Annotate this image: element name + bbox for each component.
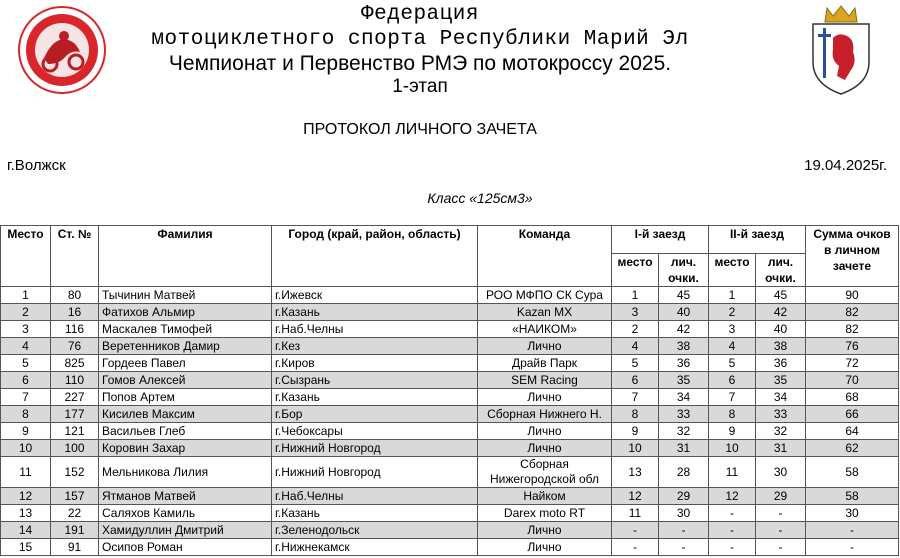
row-place: 6 xyxy=(1,372,51,389)
row-place: 15 xyxy=(1,539,51,556)
table-row xyxy=(1,505,899,522)
row-race2-points: - xyxy=(756,522,806,539)
row-start-number: 110 xyxy=(51,372,99,389)
header-start-number: Ст. № xyxy=(51,226,99,287)
row-city: г.Наб.Челны xyxy=(272,488,478,505)
row-race2-place: - xyxy=(709,505,756,522)
row-city: г.Кез xyxy=(272,338,478,355)
row-surname: Коровин Захар xyxy=(99,440,272,457)
row-race1-points: 31 xyxy=(659,440,709,457)
row-race2-points: 40 xyxy=(756,321,806,338)
row-race2-points: 38 xyxy=(756,338,806,355)
table-row xyxy=(1,423,899,440)
row-sum: 90 xyxy=(806,287,899,304)
row-race2-points: 30 xyxy=(756,457,806,488)
row-sum: 82 xyxy=(806,304,899,321)
table-row xyxy=(1,539,899,556)
row-place: 14 xyxy=(1,522,51,539)
row-sum: 72 xyxy=(806,355,899,372)
row-sum: 58 xyxy=(806,488,899,505)
row-race2-place: 8 xyxy=(709,406,756,423)
row-surname: Мельникова Лилия xyxy=(99,457,272,488)
row-race2-points: 45 xyxy=(756,287,806,304)
row-start-number: 121 xyxy=(51,423,99,440)
header-race2: II-й заезд xyxy=(709,226,806,254)
row-surname: Гомов Алексей xyxy=(99,372,272,389)
table-row xyxy=(1,287,899,304)
row-team: Сборная Нижнего Н. xyxy=(478,406,612,423)
federation-title-line2: мотоциклетного спорта Республики Марий Эл xyxy=(151,28,689,51)
federation-title-line1: Федерация xyxy=(361,3,479,26)
row-city: г.Казань xyxy=(272,304,478,321)
header-sum: Сумма очков в личном зачете xyxy=(806,226,899,287)
header-surname: Фамилия xyxy=(99,226,272,287)
row-race1-place: 4 xyxy=(612,338,659,355)
row-place: 4 xyxy=(1,338,51,355)
table-row xyxy=(1,304,899,321)
row-place: 10 xyxy=(1,440,51,457)
table-row xyxy=(1,372,899,389)
row-team: «НАИКОМ» xyxy=(478,321,612,338)
row-surname: Фатихов Альмир xyxy=(99,304,272,321)
results-table xyxy=(0,225,899,556)
row-team: Darex moto RT xyxy=(478,505,612,522)
event-city: г.Волжск xyxy=(7,157,66,174)
row-race1-points: 36 xyxy=(659,355,709,372)
row-sum: - xyxy=(806,522,899,539)
row-place: 8 xyxy=(1,406,51,423)
row-race1-place: 11 xyxy=(612,505,659,522)
row-start-number: 152 xyxy=(51,457,99,488)
row-start-number: 16 xyxy=(51,304,99,321)
row-sum: 82 xyxy=(806,321,899,338)
row-race1-place: 1 xyxy=(612,287,659,304)
row-race1-place: 3 xyxy=(612,304,659,321)
row-race2-points: 42 xyxy=(756,304,806,321)
row-sum: 58 xyxy=(806,457,899,488)
table-row xyxy=(1,440,899,457)
row-sum: 30 xyxy=(806,505,899,522)
row-race1-points: 40 xyxy=(659,304,709,321)
row-race2-place: - xyxy=(709,539,756,556)
row-start-number: 22 xyxy=(51,505,99,522)
row-race1-points: 32 xyxy=(659,423,709,440)
row-race2-points: 35 xyxy=(756,372,806,389)
row-race2-points: - xyxy=(756,505,806,522)
protocol-title: ПРОТОКОЛ ЛИЧНОГО ЗАЧЕТА xyxy=(303,121,537,138)
row-start-number: 80 xyxy=(51,287,99,304)
row-surname: Кисилев Максим xyxy=(99,406,272,423)
row-race1-place: 10 xyxy=(612,440,659,457)
row-race2-points: 33 xyxy=(756,406,806,423)
row-race2-place: 2 xyxy=(709,304,756,321)
row-team: SEM Racing xyxy=(478,372,612,389)
row-team: Драйв Парк xyxy=(478,355,612,372)
row-race1-points: - xyxy=(659,539,709,556)
row-race2-points: 32 xyxy=(756,423,806,440)
row-team: Найком xyxy=(478,488,612,505)
championship-title: Чемпионат и Первенство РМЭ по мотокроссу 2025. xyxy=(168,52,672,75)
row-city: г.Нижнекамск xyxy=(272,539,478,556)
row-race2-points: 31 xyxy=(756,440,806,457)
row-race1-points: 35 xyxy=(659,372,709,389)
row-race1-points: 33 xyxy=(659,406,709,423)
row-city: г.Нижний Новгород xyxy=(272,440,478,457)
row-race2-points: - xyxy=(756,539,806,556)
event-date: 19.04.2025г. xyxy=(804,157,887,174)
row-surname: Васильев Глеб xyxy=(99,423,272,440)
row-start-number: 227 xyxy=(51,389,99,406)
row-race1-place: 8 xyxy=(612,406,659,423)
header-race1: I-й заезд xyxy=(612,226,709,254)
row-place: 5 xyxy=(1,355,51,372)
row-city: г.Зеленодольск xyxy=(272,522,478,539)
stage-label: 1-этап xyxy=(392,76,448,97)
row-city: г.Наб.Челны xyxy=(272,321,478,338)
row-race2-place: 5 xyxy=(709,355,756,372)
row-city: г.Чебоксары xyxy=(272,423,478,440)
row-start-number: 100 xyxy=(51,440,99,457)
row-surname: Веретенников Дамир xyxy=(99,338,272,355)
table-row xyxy=(1,488,899,505)
row-surname: Маскалев Тимофей xyxy=(99,321,272,338)
row-race1-place: 2 xyxy=(612,321,659,338)
row-city: г.Нижний Новгород xyxy=(272,457,478,488)
row-race1-place: 7 xyxy=(612,389,659,406)
row-place: 13 xyxy=(1,505,51,522)
row-race2-place: - xyxy=(709,522,756,539)
row-sum: 62 xyxy=(806,440,899,457)
row-sum: - xyxy=(806,539,899,556)
row-start-number: 177 xyxy=(51,406,99,423)
row-team: РОО МФПО СК Сура xyxy=(478,287,612,304)
row-surname: Осипов Роман xyxy=(99,539,272,556)
row-sum: 76 xyxy=(806,338,899,355)
row-race1-place: 12 xyxy=(612,488,659,505)
class-label: Класс «125см3» xyxy=(427,190,533,206)
row-team: Лично xyxy=(478,440,612,457)
header-team: Команда xyxy=(478,226,612,287)
row-surname: Гордеев Павел xyxy=(99,355,272,372)
table-row xyxy=(1,389,899,406)
row-race2-place: 11 xyxy=(709,457,756,488)
row-city: г.Сызрань xyxy=(272,372,478,389)
row-place: 11 xyxy=(1,457,51,488)
header-city: Город (край, район, область) xyxy=(272,226,478,287)
row-sum: 64 xyxy=(806,423,899,440)
row-city: г.Казань xyxy=(272,505,478,522)
row-city: г.Бор xyxy=(272,406,478,423)
row-start-number: 91 xyxy=(51,539,99,556)
row-race1-points: 30 xyxy=(659,505,709,522)
row-race2-place: 3 xyxy=(709,321,756,338)
row-start-number: 825 xyxy=(51,355,99,372)
row-sum: 66 xyxy=(806,406,899,423)
header-race1-points: лич. очки. xyxy=(659,254,709,287)
row-race1-points: 34 xyxy=(659,389,709,406)
row-race1-place: 6 xyxy=(612,372,659,389)
row-place: 9 xyxy=(1,423,51,440)
table-row xyxy=(1,355,899,372)
row-city: г.Казань xyxy=(272,389,478,406)
table-row xyxy=(1,338,899,355)
row-surname: Тычинин Матвей xyxy=(99,287,272,304)
row-race1-place: - xyxy=(612,539,659,556)
row-start-number: 76 xyxy=(51,338,99,355)
row-race1-points: 28 xyxy=(659,457,709,488)
row-race2-place: 12 xyxy=(709,488,756,505)
row-surname: Саляхов Камиль xyxy=(99,505,272,522)
header-place: Место xyxy=(1,226,51,287)
row-place: 2 xyxy=(1,304,51,321)
row-sum: 68 xyxy=(806,389,899,406)
row-place: 12 xyxy=(1,488,51,505)
row-race1-place: 5 xyxy=(612,355,659,372)
table-row xyxy=(1,321,899,338)
row-race1-points: 29 xyxy=(659,488,709,505)
row-race2-place: 4 xyxy=(709,338,756,355)
row-start-number: 191 xyxy=(51,522,99,539)
row-surname: Попов Артем xyxy=(99,389,272,406)
row-city: г.Ижевск xyxy=(272,287,478,304)
table-row xyxy=(1,457,899,488)
row-team: Kazan MX xyxy=(478,304,612,321)
row-start-number: 157 xyxy=(51,488,99,505)
header-race1-place: место xyxy=(612,254,659,287)
row-race1-points: - xyxy=(659,522,709,539)
row-team: Сборная Нижегородской обл xyxy=(478,457,612,488)
row-race1-place: 9 xyxy=(612,423,659,440)
row-race2-points: 34 xyxy=(756,389,806,406)
row-surname: Ятманов Матвей xyxy=(99,488,272,505)
row-race1-points: 38 xyxy=(659,338,709,355)
row-race2-points: 29 xyxy=(756,488,806,505)
row-team: Лично xyxy=(478,522,612,539)
row-team: Лично xyxy=(478,389,612,406)
table-row xyxy=(1,522,899,539)
row-team: Лично xyxy=(478,423,612,440)
header-race2-points: лич. очки. xyxy=(756,254,806,287)
row-place: 1 xyxy=(1,287,51,304)
table-row xyxy=(1,406,899,423)
row-surname: Хамидуллин Дмитрий xyxy=(99,522,272,539)
row-race1-points: 45 xyxy=(659,287,709,304)
row-race2-points: 36 xyxy=(756,355,806,372)
row-race2-place: 6 xyxy=(709,372,756,389)
row-race2-place: 10 xyxy=(709,440,756,457)
row-race2-place: 1 xyxy=(709,287,756,304)
row-city: г.Киров xyxy=(272,355,478,372)
row-race2-place: 9 xyxy=(709,423,756,440)
row-team: Лично xyxy=(478,539,612,556)
row-race1-place: - xyxy=(612,522,659,539)
header-race2-place: место xyxy=(709,254,756,287)
row-race2-place: 7 xyxy=(709,389,756,406)
row-race1-points: 42 xyxy=(659,321,709,338)
row-race1-place: 13 xyxy=(612,457,659,488)
row-place: 3 xyxy=(1,321,51,338)
row-sum: 70 xyxy=(806,372,899,389)
row-start-number: 116 xyxy=(51,321,99,338)
row-place: 7 xyxy=(1,389,51,406)
row-team: Лично xyxy=(478,338,612,355)
